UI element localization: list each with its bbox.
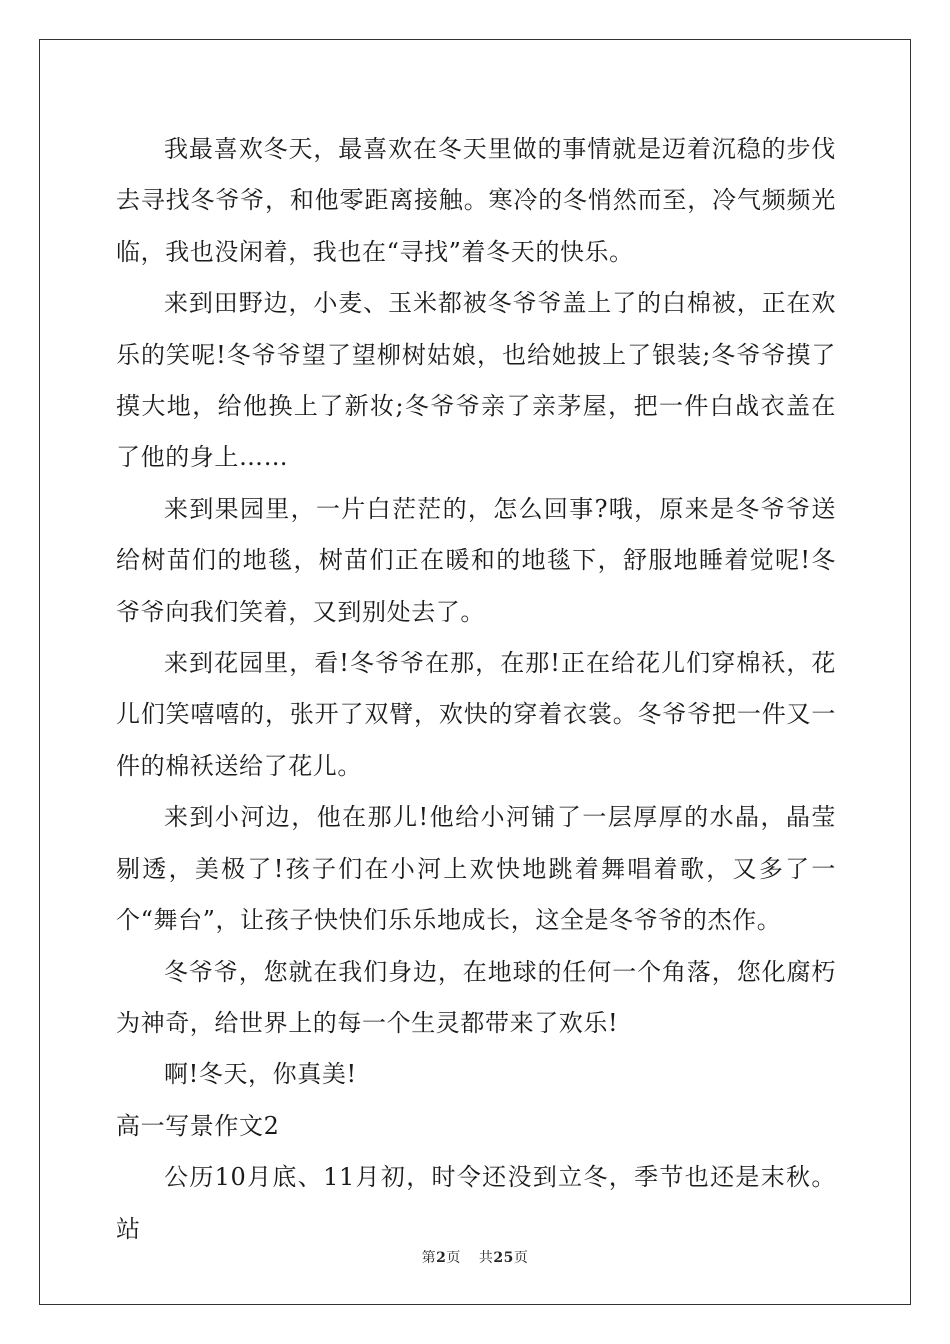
section-heading: 高一写景作文2: [116, 1111, 280, 1140]
paragraph-3: 来到果园里，一片白茫茫的，怎么回事?哦，原来是冬爷爷送给树苗们的地毯，树苗们正在暖和的地毯下，舒服地睡着觉呢!冬爷爷向我们笑着，又到别处去了。: [116, 494, 836, 626]
paragraph-7: 啊!冬天，你真美!: [164, 1060, 357, 1089]
paragraph-5: 来到小河边，他在那儿!他给小河铺了一层厚厚的水晶，晶莹剔透，美极了!孩子们在小河上欢快地跳着舞唱着歌，又多了一个“舞台”，让孩子快快们乐乐地成长，这全是冬爷爷的杰作。: [116, 803, 836, 935]
page-footer: [0, 1247, 950, 1267]
paragraph-8: 公历10月底、11月初，时令还没到立冬，季节也还是末秋。站: [116, 1163, 836, 1243]
total-suffix: 页: [513, 1250, 529, 1266]
page-total: 25: [493, 1250, 514, 1266]
total-prefix: 共: [478, 1250, 494, 1266]
document-body: [116, 124, 836, 1255]
page-prefix: 第: [421, 1250, 437, 1266]
paragraph-1: 我最喜欢冬天，最喜欢在冬天里做的事情就是迈着沉稳的步伐去寻找冬爷爷，和他零距离接触。寒冷的冬悄然而至，冷气频频光临，我也没闲着，我也在“寻找”着冬天的快乐。: [116, 135, 836, 266]
paragraph-4: 来到花园里，看!冬爷爷在那，在那!正在给花儿们穿棉袄，花儿们笑嘻嘻的，张开了双臂，欢快的穿着衣裳。冬爷爷把一件又一件的棉袄送给了花儿。: [116, 649, 836, 780]
page-suffix: 页: [446, 1250, 461, 1266]
paragraph-2: 来到田野边，小麦、玉米都被冬爷爷盖上了的白棉被，正在欢乐的笑呢!冬爷爷望了望柳树姑娘，也给她披上了银装;冬爷爷摸了摸大地，给他换上了新妆;冬爷爷亲了亲茅屋，把一件白战衣盖在了他的身上……: [116, 289, 836, 472]
page-current: 2: [436, 1250, 447, 1266]
paragraph-6: 冬爷爷，您就在我们身边，在地球的任何一个角落，您化腐朽为神奇，给世界上的每一个生灵都带来了欢乐!: [116, 957, 836, 1037]
